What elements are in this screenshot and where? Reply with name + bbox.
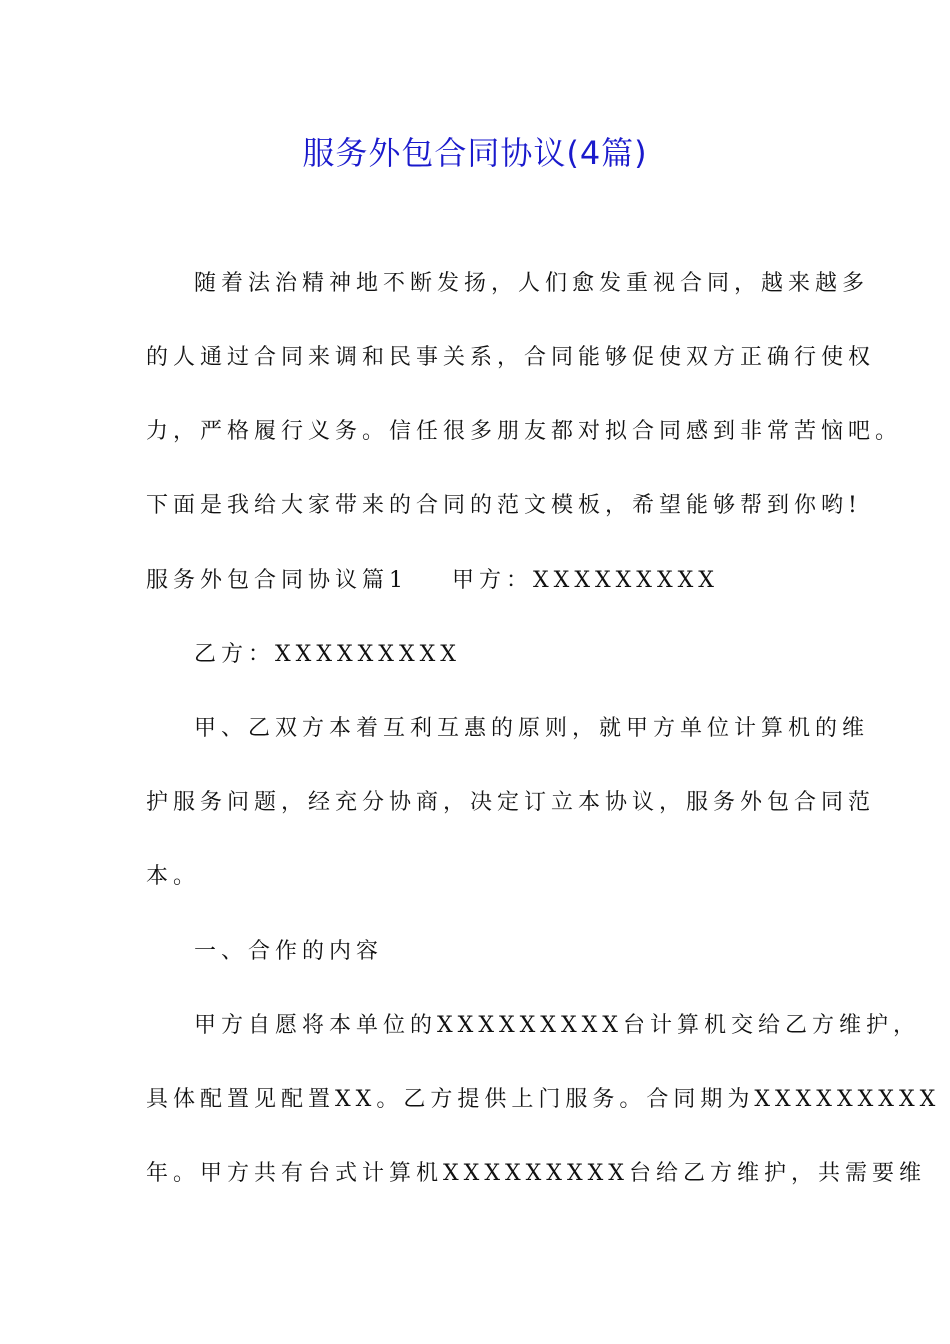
preamble-line-1: 甲、乙双方本着互利互惠的原则，就甲方单位计算机的维 (194, 716, 870, 741)
party-b-label: 乙方：XXXXXXXXX (194, 642, 461, 667)
document-title: 服务外包合同协议(4篇) (302, 134, 648, 172)
party-a-label: 甲方：XXXXXXXXX (452, 568, 719, 593)
preamble-line-2: 护服务问题，经充分协商，决定订立本协议，服务外包合同范 (146, 790, 876, 815)
clause-1-line-1: 甲方自愿将本单位的XXXXXXXXX台计算机交给乙方维护， (194, 1013, 920, 1038)
intro-line-3: 力，严格履行义务。信任很多朋友都对拟合同感到非常苦恼吧。 (146, 419, 903, 444)
clause-1-heading: 一、合作的内容 (194, 939, 384, 964)
section-heading: 服务外包合同协议篇1 (146, 568, 408, 593)
intro-line-1: 随着法治精神地不断发扬，人们愈发重视合同，越来越多 (194, 271, 870, 296)
preamble-line-3: 本。 (146, 864, 201, 889)
clause-1-line-2: 具体配置见配置XX。乙方提供上门服务。合同期为XXXXXXXXX (146, 1087, 941, 1112)
intro-line-2: 的人通过合同来调和民事关系，合同能够促使双方正确行使权 (146, 345, 876, 370)
clause-1-line-3: 年。甲方共有台式计算机XXXXXXXXX台给乙方维护，共需要维 (146, 1161, 926, 1186)
intro-line-4: 下面是我给大家带来的合同的范文模板，希望能够帮到你哟! (146, 493, 862, 518)
section-heading-line (146, 563, 826, 599)
